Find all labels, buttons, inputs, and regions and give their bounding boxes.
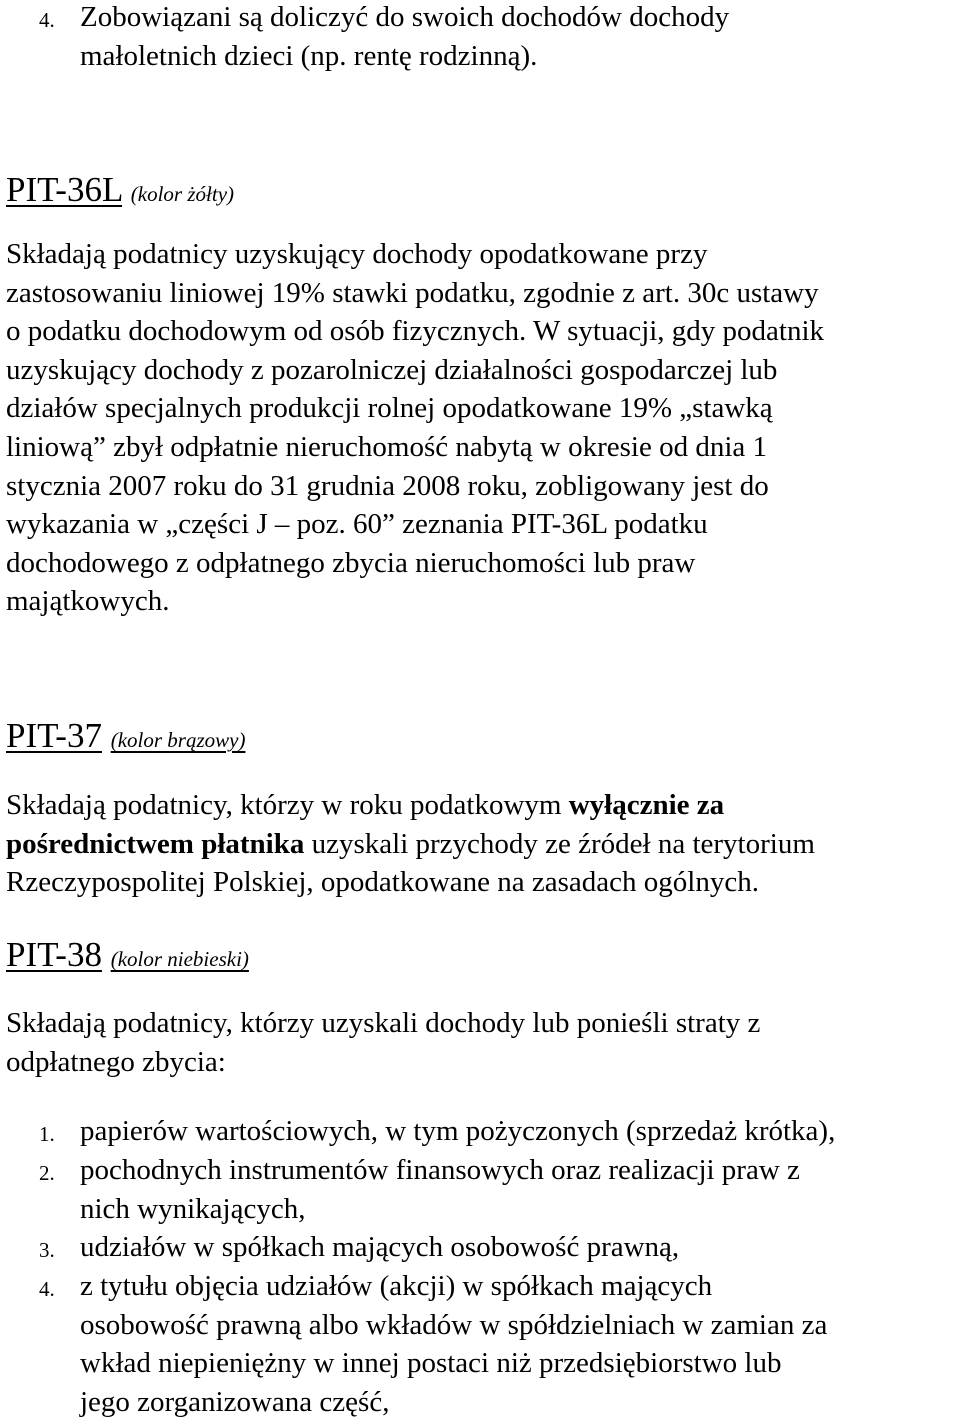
text-line: stycznia 2007 roku do 31 grudnia 2008 roku, zobligowany jest do	[6, 469, 769, 502]
text-line: wkład niepieniężny w innej postaci niż przedsiębiorstwo lub	[80, 1347, 782, 1380]
paragraph-pit36l	[6, 235, 824, 621]
bold-text: wyłącznie za	[568, 789, 725, 821]
text-line: uzyskujący dochody z pozarolniczej działalności gospodarczej lub	[6, 353, 778, 386]
list-number: 4.	[39, 1277, 55, 1301]
text-line	[6, 825, 815, 864]
list-item-text	[80, 1112, 835, 1151]
text-line	[6, 786, 815, 825]
list-item-text	[80, 1228, 679, 1267]
text-line: papierów wartościowych, w tym pożyczonych (sprzedaż krótka),	[80, 1115, 836, 1147]
heading-pit38	[6, 935, 249, 979]
text-line: Rzeczypospolitej Polskiej, opodatkowane na zasadach ogólnych.	[6, 866, 759, 899]
text-line: zastosowaniu liniowej 19% stawki podatku, zgodnie z art. 30c ustawy	[6, 276, 819, 309]
list-item-text	[80, 1267, 827, 1421]
text-run: Składają podatnicy, którzy w roku podatkowym	[6, 789, 569, 821]
text-line: majątkowych.	[6, 585, 170, 618]
text-line: nich wynikających,	[80, 1192, 306, 1225]
text-line: liniową” zbył odpłatnie nieruchomość nabytą w okresie od dnia 1	[6, 430, 768, 463]
text-line: Składają podatnicy, którzy uzyskali dochody lub ponieśli straty z	[6, 1007, 761, 1039]
heading-pit36l	[6, 170, 234, 214]
text-line: osobowość prawną albo wkładów w spółdzielniach w zamian za	[80, 1308, 828, 1341]
text-line: Zobowiązani są doliczyć do swoich dochodów dochody	[80, 1, 730, 33]
text-line: udziałów w spółkach mających osobowość prawną,	[80, 1231, 680, 1263]
list-number: 2.	[39, 1161, 55, 1185]
form-code: PIT-36L	[6, 170, 123, 209]
color-note: (kolor brązowy)	[110, 728, 246, 752]
text-line: Składają podatnicy uzyskujący dochody opodatkowane przy	[6, 238, 708, 270]
form-code: PIT-38	[6, 935, 102, 974]
text-run: uzyskali przychody ze źródeł na terytorium	[304, 827, 815, 860]
list-item-text	[80, 0, 729, 75]
text-line: dochodowego z odpłatnego zbycia nieruchomości lub praw	[6, 546, 696, 579]
paragraph-pit37	[6, 786, 815, 902]
text-line: małoletnich dzieci (np. rentę rodzinną).	[80, 39, 538, 72]
text-line: jego zorganizowana część,	[80, 1385, 390, 1418]
list-number: 1.	[39, 1122, 55, 1146]
text-line: działów specjalnych produkcji rolnej opodatkowane 19% „stawką	[6, 392, 773, 425]
list-number: 3.	[39, 1238, 55, 1262]
paragraph-pit38	[6, 1004, 760, 1081]
color-note: (kolor żółty)	[130, 182, 235, 206]
list-item-text	[80, 1151, 800, 1228]
form-code: PIT-37	[6, 716, 102, 755]
text-line: z tytułu objęcia udziałów (akcji) w spółkach mających	[80, 1270, 713, 1302]
text-line: pochodnych instrumentów finansowych oraz realizacji praw z	[80, 1154, 800, 1186]
list-number: 4.	[39, 8, 55, 32]
text-line: wykazania w „części J – poz. 60” zeznania PIT-36L podatku	[6, 508, 708, 541]
text-line: o podatku dochodowym od osób fizycznych. W sytuacji, gdy podatnik	[6, 315, 825, 348]
bold-text: pośrednictwem płatnika	[6, 827, 305, 860]
color-note: (kolor niebieski)	[110, 947, 249, 971]
heading-pit37	[6, 716, 245, 760]
text-line: odpłatnego zbycia:	[6, 1045, 226, 1078]
